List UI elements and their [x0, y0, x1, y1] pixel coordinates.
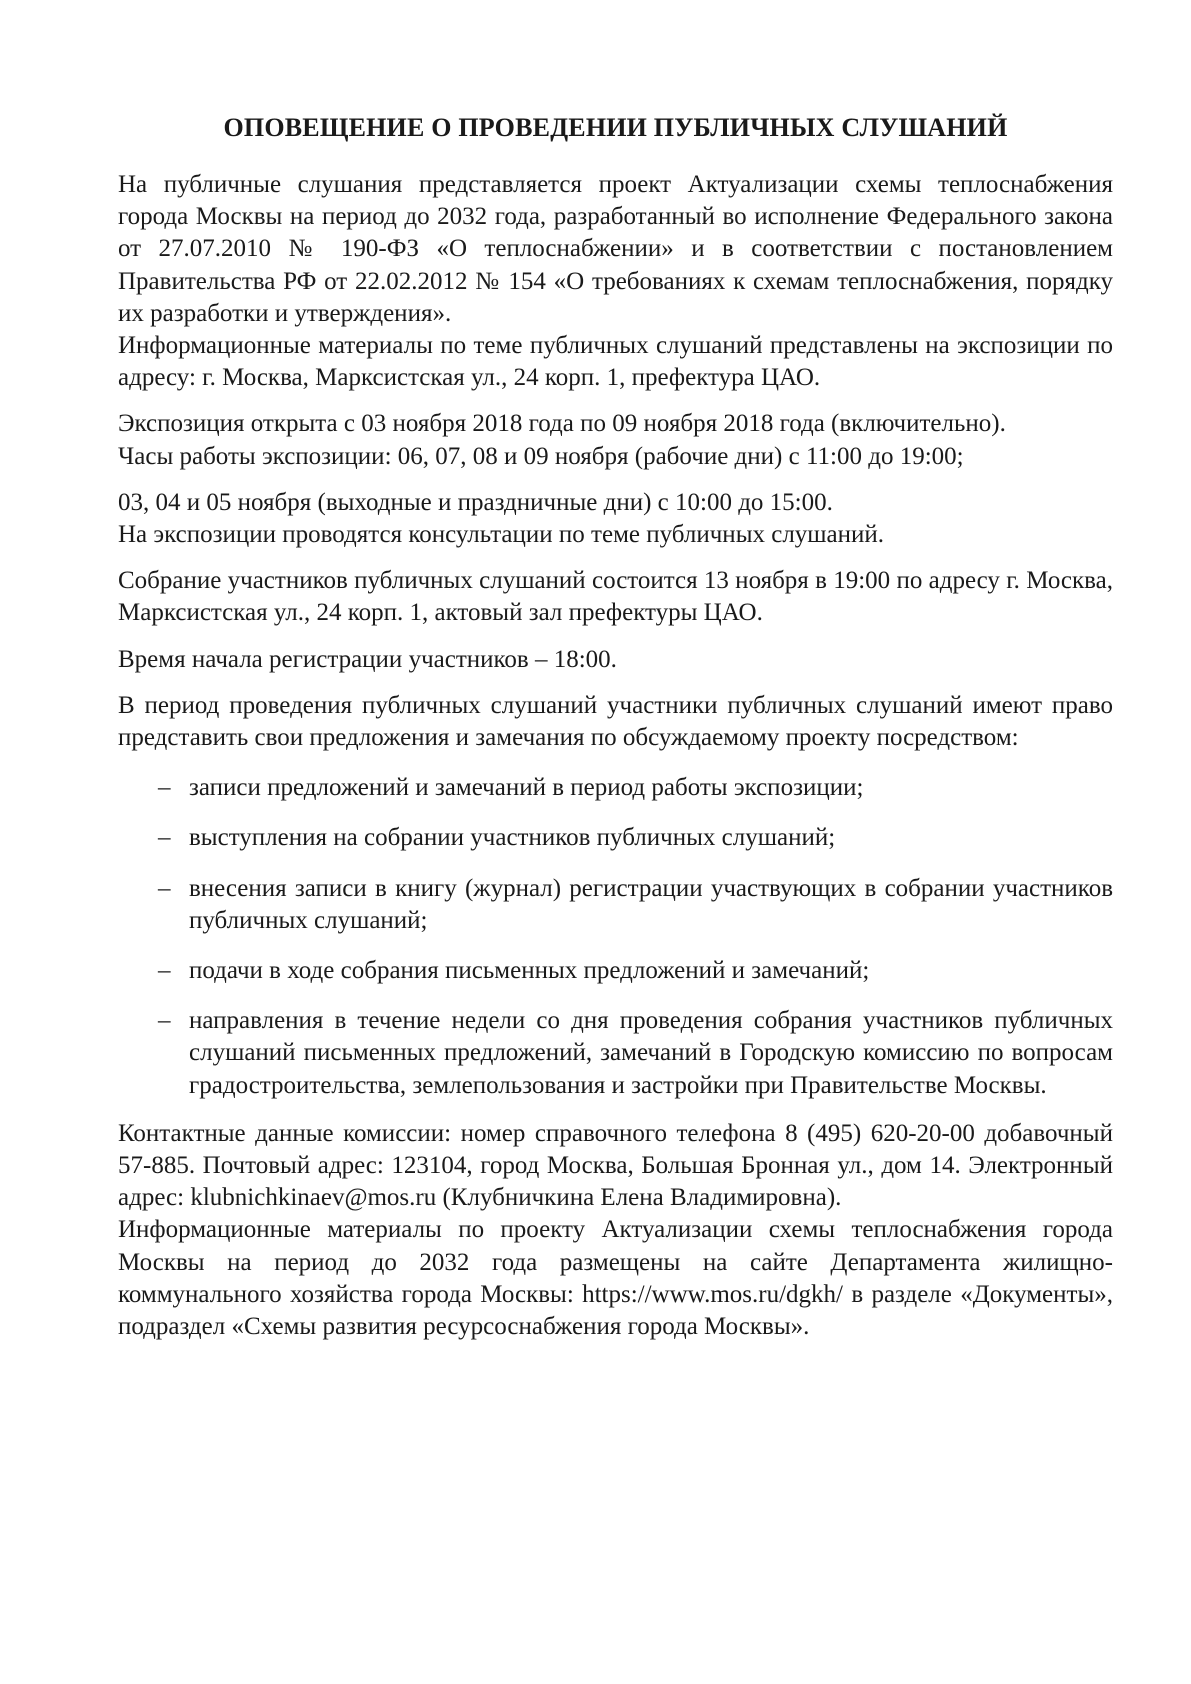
- intro-materials-paragraph: Информационные материалы по теме публичных слушаний представлены на экспозиции по адресу: г. Москва, Марксистская ул., 24 корп. 1, префектура ЦАО.: [118, 332, 1113, 392]
- list-dash: –: [158, 774, 171, 802]
- exposition-hours-line: Часы работы экспозиции: 06, 07, 08 и 09 ноября (рабочие дни) с 11:00 до 19:00;: [118, 442, 964, 470]
- list-item: [118, 822, 1113, 854]
- rights-intro-paragraph: В период проведения публичных слушаний участники публичных слушаний имеют право представить свои предложения и замечания по обсуждаемому проекту посредством:: [118, 691, 1113, 752]
- method-text: внесения записи в книгу (журнал) регистрации участвующих в собрании участников публичных слушаний;: [189, 874, 1113, 934]
- list-dash: –: [158, 957, 171, 985]
- intro-project-paragraph: На публичные слушания представляется проект Актуализации схемы теплоснабжения города Москвы на период до 2032 года, разработанный во исполнение Федерального закона от 27.07.2010 № 190-ФЗ «О теплоснабжении» и в соответствии с постановлением Правительства РФ от 22.02.2012 № 154 «О требованиях к схемам теплоснабжения, порядку их разработки и утверждения».: [118, 171, 1113, 327]
- document-title: ОПОВЕЩЕНИЕ О ПРОВЕДЕНИИ ПУБЛИЧНЫХ СЛУШАНИЙ: [223, 113, 1008, 142]
- method-text: подачи в ходе собрания письменных предложений и замечаний;: [189, 957, 870, 985]
- list-item: [118, 1005, 1113, 1102]
- online-materials-paragraph: Информационные материалы по проекту Актуализации схемы теплоснабжения города Москвы на период до 2032 года размещены на сайте Департамента жилищно-коммунального хозяйства города Москвы: https://www.mos.ru/dgkh/ в разделе «Документы», подраздел «Схемы развития ресурсоснабжения города Москвы».: [118, 1216, 1113, 1341]
- exposition-holidays-line: 03, 04 и 05 ноября (выходные и праздничные дни) с 10:00 до 15:00.: [118, 488, 833, 516]
- list-item: [118, 772, 1113, 804]
- list-item: [118, 873, 1113, 937]
- contacts-paragraph: Контактные данные комиссии: номер справочного телефона 8 (495) 620-20-00 добавочный 57-885. Почтовый адрес: 123104, город Москва, Большая Бронная ул., дом 14. Электронный адрес: klubnichkinaev@mos.ru (Клубничкина Елена Владимировна).: [118, 1119, 1113, 1212]
- document-body: [118, 112, 1113, 1343]
- method-text: направления в течение недели со дня проведения собрания участников публичных слушаний письменных предложений, замечаний в Городскую комиссию по вопросам градостроительства, землепользования и застройки при Правительстве Москвы.: [189, 1007, 1113, 1099]
- method-text: выступления на собрании участников публичных слушаний;: [189, 824, 836, 852]
- list-item: [118, 955, 1113, 987]
- list-dash: –: [158, 824, 171, 852]
- meeting-paragraph: Собрание участников публичных слушаний состоится 13 ноября в 19:00 по адресу г. Москва, Марксистская ул., 24 корп. 1, актовый зал префектуры ЦАО.: [118, 567, 1113, 627]
- registration-line: Время начала регистрации участников – 18:00.: [118, 645, 617, 673]
- exposition-open-line: Экспозиция открыта с 03 ноября 2018 года по 09 ноября 2018 года (включительно).: [118, 410, 1006, 438]
- participation-methods-list: [118, 772, 1113, 1102]
- method-text: записи предложений и замечаний в период работы экспозиции;: [189, 774, 864, 802]
- list-dash: –: [158, 1007, 171, 1035]
- list-dash: –: [158, 874, 171, 902]
- consultations-line: На экспозиции проводятся консультации по теме публичных слушаний.: [118, 521, 885, 549]
